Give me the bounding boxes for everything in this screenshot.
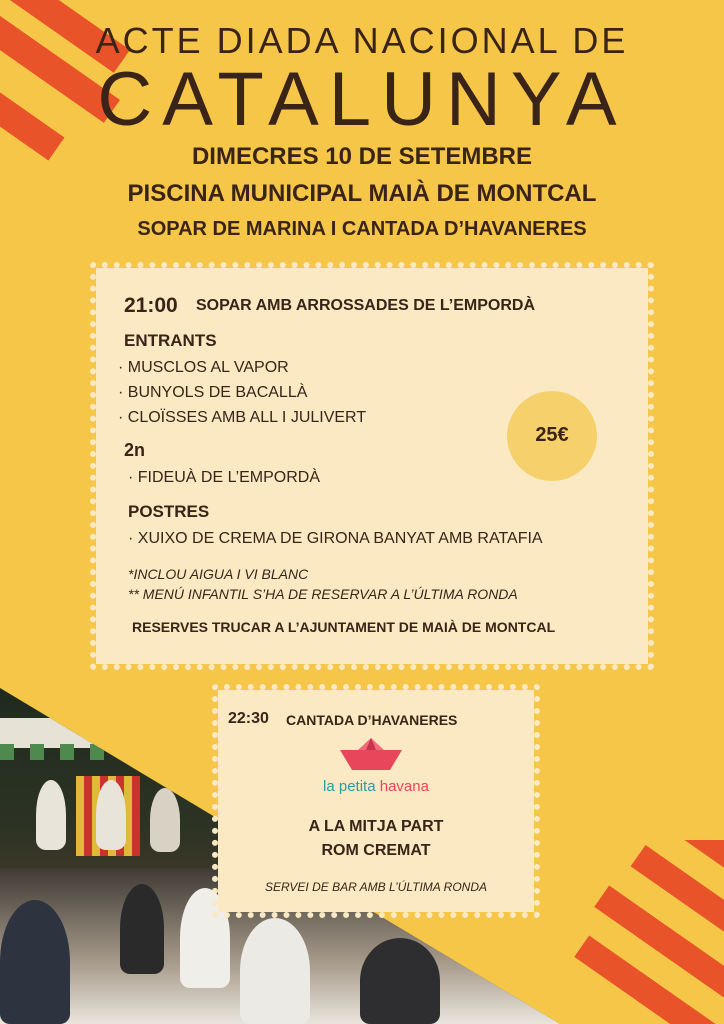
bunting-flags xyxy=(0,744,220,760)
bar-service: SERVEI DE BAR AMB L’ÚLTIMA RONDA xyxy=(264,880,488,894)
paper-boat-icon xyxy=(336,736,406,772)
price-label: 25€ xyxy=(535,424,569,446)
brand-logo-text xyxy=(218,778,534,795)
title-line-2: CATALUNYA xyxy=(97,57,627,142)
starter-item: · BUNYOLS DE BACALLÀ xyxy=(118,384,308,401)
event-subtitle: SOPAR DE MARINA I CANTADA D’HAVANERES xyxy=(137,218,587,240)
havaneres-title: CANTADA D’HAVANERES xyxy=(286,712,458,728)
price-badge xyxy=(512,396,592,476)
title-line-1: ACTE DIADA NACIONAL DE xyxy=(95,20,629,61)
dinner-card xyxy=(96,268,648,664)
event-date: DIMECRES 10 DE SETEMBRE xyxy=(191,143,533,170)
second-heading: 2n xyxy=(124,440,146,460)
brand-name-part1: la petita xyxy=(323,778,376,795)
note-children: ** MENÚ INFANTIL S’HA DE RESERVAR A L’ÚLTIMA RONDA xyxy=(128,586,518,602)
dessert-heading: POSTRES xyxy=(128,502,210,521)
halftime-line-2: ROM CREMAT xyxy=(321,842,431,859)
stripes-bottom-right xyxy=(540,840,724,1024)
dinner-time: 21:00 xyxy=(124,294,178,317)
starter-item: · CLOÏSSES AMB ALL I JULIVERT xyxy=(118,409,367,426)
dessert-item: · XUIXO DE CREMA DE GIRONA BANYAT AMB RATAFIA xyxy=(128,530,543,547)
havaneres-time: 22:30 xyxy=(228,710,269,727)
starters-heading: ENTRANTS xyxy=(124,331,217,350)
dinner-title: SOPAR AMB ARROSSADES DE L’EMPORDÀ xyxy=(196,297,535,314)
second-item: · FIDEUÀ DE L’EMPORDÀ xyxy=(128,469,321,486)
halftime-line-1: A LA MITJA PART xyxy=(308,818,444,835)
starter-item: · MUSCLOS AL VAPOR xyxy=(118,359,289,376)
reservations-text: RESERVES TRUCAR A L’AJUNTAMENT DE MAIÀ DE MONTCAL xyxy=(132,619,556,635)
event-venue: PISCINA MUNICIPAL MAIÀ DE MONTCAL xyxy=(127,180,597,207)
havaneres-card xyxy=(218,690,534,912)
note-drinks: *INCLOU AIGUA I VI BLANC xyxy=(128,566,309,582)
brand-name-part2: havana xyxy=(379,778,429,795)
